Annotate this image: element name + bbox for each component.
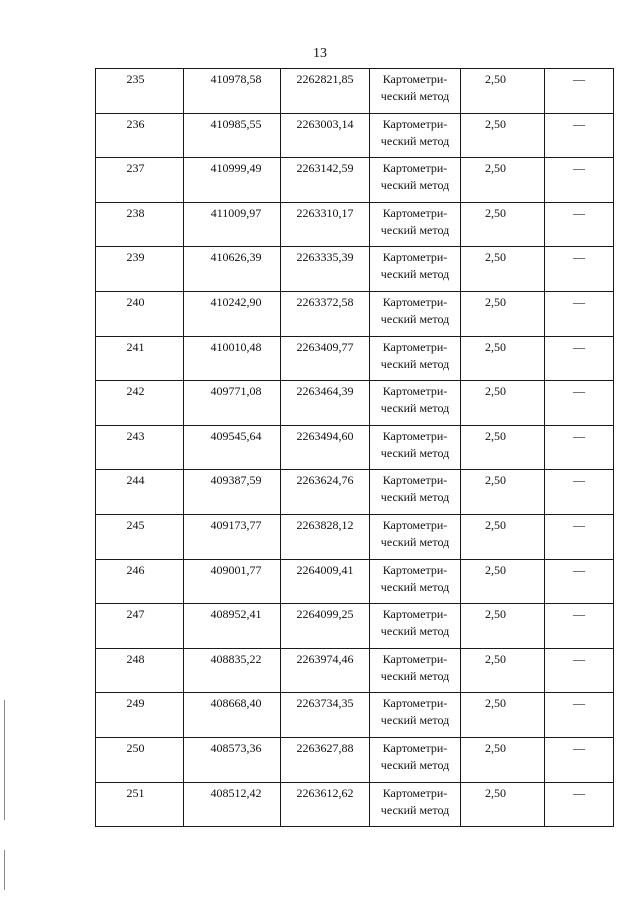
method-line2: ческий метод	[380, 802, 450, 817]
dash-cell	[545, 247, 614, 292]
accuracy-cell	[461, 158, 545, 203]
method-line2: ческий метод	[380, 668, 450, 683]
y-coordinate-cell	[281, 291, 370, 336]
y-coordinate-cell	[281, 693, 370, 738]
y-coordinate-cell-text: 2264009,41	[296, 562, 354, 577]
accuracy-cell-text: 2,50	[485, 651, 506, 666]
x-coordinate-cell-text: 409173,77	[210, 517, 262, 532]
method-line2: ческий метод	[380, 267, 450, 282]
point-number-cell-text: 237	[126, 161, 145, 176]
table-row	[96, 604, 614, 649]
dash-cell-text: —	[573, 696, 585, 711]
method-cell	[370, 69, 461, 114]
accuracy-cell-text: 2,50	[485, 250, 506, 265]
table-row	[96, 381, 614, 426]
table-row	[96, 693, 614, 738]
point-number-cell	[96, 381, 184, 426]
table-row	[96, 69, 614, 114]
method-line1: Картометри-	[382, 339, 448, 354]
accuracy-cell	[461, 69, 545, 114]
accuracy-cell-text: 2,50	[485, 294, 506, 309]
point-number-cell-text: 247	[126, 607, 145, 622]
dash-cell	[545, 336, 614, 381]
y-coordinate-cell	[281, 247, 370, 292]
accuracy-cell	[461, 693, 545, 738]
y-coordinate-cell-text: 2263142,59	[296, 161, 354, 176]
x-coordinate-cell	[184, 648, 281, 693]
method-line2: ческий метод	[380, 445, 450, 460]
x-coordinate-cell	[184, 604, 281, 649]
accuracy-cell-text: 2,50	[485, 607, 506, 622]
point-number-cell-text: 244	[126, 473, 145, 488]
accuracy-cell	[461, 113, 545, 158]
y-coordinate-cell	[281, 336, 370, 381]
dash-cell	[545, 782, 614, 827]
point-number-cell	[96, 158, 184, 203]
accuracy-cell	[461, 425, 545, 470]
table-row	[96, 782, 614, 827]
x-coordinate-cell-text: 410985,55	[210, 116, 262, 131]
point-number-cell	[96, 693, 184, 738]
dash-cell	[545, 514, 614, 559]
accuracy-cell-text: 2,50	[485, 205, 506, 220]
x-coordinate-cell-text: 408952,41	[210, 607, 262, 622]
table-row	[96, 113, 614, 158]
y-coordinate-cell	[281, 158, 370, 203]
accuracy-cell	[461, 470, 545, 515]
point-number-cell-text: 245	[126, 517, 145, 532]
method-cell	[370, 514, 461, 559]
point-number-cell-text: 250	[126, 740, 145, 755]
accuracy-cell-text: 2,50	[485, 740, 506, 755]
point-number-cell-text: 246	[126, 562, 145, 577]
method-line1: Картометри-	[382, 562, 448, 577]
method-line1: Картометри-	[382, 785, 448, 800]
accuracy-cell	[461, 648, 545, 693]
x-coordinate-cell-text: 408512,42	[210, 785, 262, 800]
page-number: 13	[313, 46, 327, 61]
method-cell	[370, 604, 461, 649]
accuracy-cell-text: 2,50	[485, 562, 506, 577]
y-coordinate-cell	[281, 604, 370, 649]
point-number-cell	[96, 737, 184, 782]
y-coordinate-cell-text: 2262821,85	[296, 72, 354, 86]
coordinates-table-body	[96, 69, 614, 827]
x-coordinate-cell	[184, 158, 281, 203]
x-coordinate-cell	[184, 202, 281, 247]
dash-cell	[545, 202, 614, 247]
accuracy-cell-text: 2,50	[485, 696, 506, 711]
x-coordinate-cell-text: 408573,36	[210, 740, 262, 755]
x-coordinate-cell-text: 409771,08	[210, 384, 262, 399]
method-line1: Картометри-	[382, 517, 448, 532]
method-cell	[370, 737, 461, 782]
dash-cell	[545, 470, 614, 515]
method-line1: Картометри-	[382, 428, 448, 443]
point-number-cell-text: 242	[126, 384, 145, 399]
point-number-cell-text: 243	[126, 428, 145, 443]
method-line2: ческий метод	[380, 311, 450, 326]
y-coordinate-cell-text: 2263464,39	[296, 384, 354, 399]
accuracy-cell-text: 2,50	[485, 428, 506, 443]
dash-cell-text: —	[573, 161, 585, 176]
x-coordinate-cell-text: 409001,77	[210, 562, 262, 577]
dash-cell	[545, 559, 614, 604]
accuracy-cell	[461, 559, 545, 604]
dash-cell-text: —	[573, 473, 585, 488]
x-coordinate-cell	[184, 737, 281, 782]
scan-artifact	[4, 700, 5, 820]
point-number-cell-text: 249	[126, 696, 145, 711]
method-line2: ческий метод	[380, 713, 450, 728]
method-cell	[370, 648, 461, 693]
accuracy-cell	[461, 514, 545, 559]
y-coordinate-cell-text: 2263734,35	[296, 696, 354, 711]
y-coordinate-cell	[281, 202, 370, 247]
accuracy-cell	[461, 782, 545, 827]
method-line2: ческий метод	[380, 490, 450, 505]
y-coordinate-cell-text: 2263828,12	[296, 517, 354, 532]
scan-artifact	[4, 850, 5, 890]
x-coordinate-cell-text: 409545,64	[210, 428, 262, 443]
y-coordinate-cell-text: 2263627,88	[296, 740, 354, 755]
dash-cell	[545, 604, 614, 649]
x-coordinate-cell-text: 409387,59	[210, 473, 262, 488]
point-number-cell-text: 251	[126, 785, 145, 800]
x-coordinate-cell-text: 411009,97	[210, 205, 262, 220]
x-coordinate-cell-text: 410010,48	[210, 339, 262, 354]
x-coordinate-cell	[184, 247, 281, 292]
dash-cell	[545, 425, 614, 470]
x-coordinate-cell	[184, 693, 281, 738]
accuracy-cell-text: 2,50	[485, 161, 506, 176]
x-coordinate-cell	[184, 113, 281, 158]
table-row	[96, 648, 614, 693]
method-line2: ческий метод	[380, 89, 450, 103]
y-coordinate-cell-text: 2263409,77	[296, 339, 354, 354]
point-number-cell	[96, 604, 184, 649]
x-coordinate-cell	[184, 782, 281, 827]
dash-cell	[545, 693, 614, 738]
point-number-cell	[96, 514, 184, 559]
y-coordinate-cell	[281, 381, 370, 426]
table-row	[96, 737, 614, 782]
table-row	[96, 202, 614, 247]
method-cell	[370, 291, 461, 336]
x-coordinate-cell	[184, 559, 281, 604]
y-coordinate-cell-text: 2264099,25	[296, 607, 354, 622]
table-row	[96, 514, 614, 559]
method-cell	[370, 336, 461, 381]
table-row	[96, 336, 614, 381]
accuracy-cell	[461, 291, 545, 336]
method-line1: Картометри-	[382, 205, 448, 220]
method-line1: Картометри-	[382, 607, 448, 622]
dash-cell-text: —	[573, 250, 585, 265]
method-cell	[370, 782, 461, 827]
point-number-cell-text: 241	[126, 339, 145, 354]
accuracy-cell-text: 2,50	[485, 517, 506, 532]
dash-cell-text: —	[573, 428, 585, 443]
method-line1: Картометри-	[382, 740, 448, 755]
point-number-cell	[96, 291, 184, 336]
table-row	[96, 559, 614, 604]
dash-cell	[545, 648, 614, 693]
point-number-cell-text: 235	[126, 72, 145, 86]
dash-cell-text: —	[573, 740, 585, 755]
point-number-cell-text: 238	[126, 205, 145, 220]
dash-cell-text: —	[573, 785, 585, 800]
x-coordinate-cell	[184, 514, 281, 559]
y-coordinate-cell-text: 2263612,62	[296, 785, 354, 800]
point-number-cell	[96, 113, 184, 158]
y-coordinate-cell	[281, 113, 370, 158]
method-line2: ческий метод	[380, 178, 450, 193]
method-line1: Картометри-	[382, 116, 448, 131]
dash-cell-text: —	[573, 562, 585, 577]
point-number-cell-text: 240	[126, 294, 145, 309]
x-coordinate-cell-text: 410978,58	[210, 72, 262, 86]
method-line1: Картометри-	[382, 384, 448, 399]
dash-cell	[545, 381, 614, 426]
method-line1: Картометри-	[382, 473, 448, 488]
accuracy-cell	[461, 202, 545, 247]
method-line2: ческий метод	[380, 133, 450, 148]
y-coordinate-cell-text: 2263310,17	[296, 205, 354, 220]
accuracy-cell	[461, 247, 545, 292]
method-cell	[370, 247, 461, 292]
method-line2: ческий метод	[380, 757, 450, 772]
method-line1: Картометри-	[382, 250, 448, 265]
table-row	[96, 425, 614, 470]
method-line2: ческий метод	[380, 624, 450, 639]
x-coordinate-cell-text: 410999,49	[210, 161, 262, 176]
accuracy-cell	[461, 381, 545, 426]
x-coordinate-cell-text: 408835,22	[210, 651, 262, 666]
method-line1: Картометри-	[382, 294, 448, 309]
y-coordinate-cell-text: 2263494,60	[296, 428, 354, 443]
y-coordinate-cell	[281, 514, 370, 559]
dash-cell	[545, 69, 614, 114]
method-line1: Картометри-	[382, 72, 448, 86]
x-coordinate-cell	[184, 381, 281, 426]
method-cell	[370, 425, 461, 470]
x-coordinate-cell	[184, 291, 281, 336]
y-coordinate-cell-text: 2263974,46	[296, 651, 354, 666]
point-number-cell	[96, 782, 184, 827]
method-cell	[370, 470, 461, 515]
method-line2: ческий метод	[380, 356, 450, 371]
point-number-cell	[96, 559, 184, 604]
point-number-cell	[96, 69, 184, 114]
dash-cell-text: —	[573, 607, 585, 622]
x-coordinate-cell-text: 410626,39	[210, 250, 262, 265]
x-coordinate-cell-text: 410242,90	[210, 294, 262, 309]
y-coordinate-cell-text: 2263372,58	[296, 294, 354, 309]
accuracy-cell	[461, 737, 545, 782]
table-row	[96, 291, 614, 336]
point-number-cell-text: 239	[126, 250, 145, 265]
dash-cell-text: —	[573, 72, 585, 86]
table-row	[96, 158, 614, 203]
accuracy-cell	[461, 604, 545, 649]
x-coordinate-cell	[184, 336, 281, 381]
dash-cell-text: —	[573, 339, 585, 354]
method-cell	[370, 559, 461, 604]
dash-cell-text: —	[573, 205, 585, 220]
accuracy-cell-text: 2,50	[485, 72, 506, 86]
y-coordinate-cell	[281, 782, 370, 827]
method-line2: ческий метод	[380, 401, 450, 416]
dash-cell-text: —	[573, 116, 585, 131]
y-coordinate-cell	[281, 470, 370, 515]
table-row	[96, 470, 614, 515]
table-row	[96, 247, 614, 292]
dash-cell-text: —	[573, 384, 585, 399]
x-coordinate-cell	[184, 470, 281, 515]
y-coordinate-cell	[281, 69, 370, 114]
coordinates-table	[95, 68, 614, 827]
point-number-cell	[96, 247, 184, 292]
method-line2: ческий метод	[380, 534, 450, 549]
y-coordinate-cell	[281, 737, 370, 782]
method-line1: Картометри-	[382, 696, 448, 711]
accuracy-cell-text: 2,50	[485, 339, 506, 354]
point-number-cell	[96, 648, 184, 693]
point-number-cell	[96, 425, 184, 470]
dash-cell-text: —	[573, 517, 585, 532]
point-number-cell-text: 236	[126, 116, 145, 131]
dash-cell	[545, 737, 614, 782]
dash-cell	[545, 291, 614, 336]
method-cell	[370, 381, 461, 426]
accuracy-cell-text: 2,50	[485, 473, 506, 488]
x-coordinate-cell	[184, 425, 281, 470]
y-coordinate-cell	[281, 559, 370, 604]
y-coordinate-cell-text: 2263624,76	[296, 473, 354, 488]
y-coordinate-cell-text: 2263003,14	[296, 116, 354, 131]
accuracy-cell	[461, 336, 545, 381]
method-line2: ческий метод	[380, 222, 450, 237]
y-coordinate-cell	[281, 425, 370, 470]
point-number-cell	[96, 202, 184, 247]
dash-cell	[545, 113, 614, 158]
method-cell	[370, 158, 461, 203]
dash-cell	[545, 158, 614, 203]
y-coordinate-cell-text: 2263335,39	[296, 250, 354, 265]
accuracy-cell-text: 2,50	[485, 116, 506, 131]
method-line1: Картометри-	[382, 161, 448, 176]
x-coordinate-cell	[184, 69, 281, 114]
x-coordinate-cell-text: 408668,40	[210, 696, 262, 711]
dash-cell-text: —	[573, 651, 585, 666]
method-cell	[370, 202, 461, 247]
point-number-cell-text: 248	[126, 651, 145, 666]
accuracy-cell-text: 2,50	[485, 384, 506, 399]
point-number-cell	[96, 336, 184, 381]
accuracy-cell-text: 2,50	[485, 785, 506, 800]
method-line1: Картометри-	[382, 651, 448, 666]
point-number-cell	[96, 470, 184, 515]
method-cell	[370, 113, 461, 158]
dash-cell-text: —	[573, 294, 585, 309]
method-line2: ческий метод	[380, 579, 450, 594]
y-coordinate-cell	[281, 648, 370, 693]
method-cell	[370, 693, 461, 738]
